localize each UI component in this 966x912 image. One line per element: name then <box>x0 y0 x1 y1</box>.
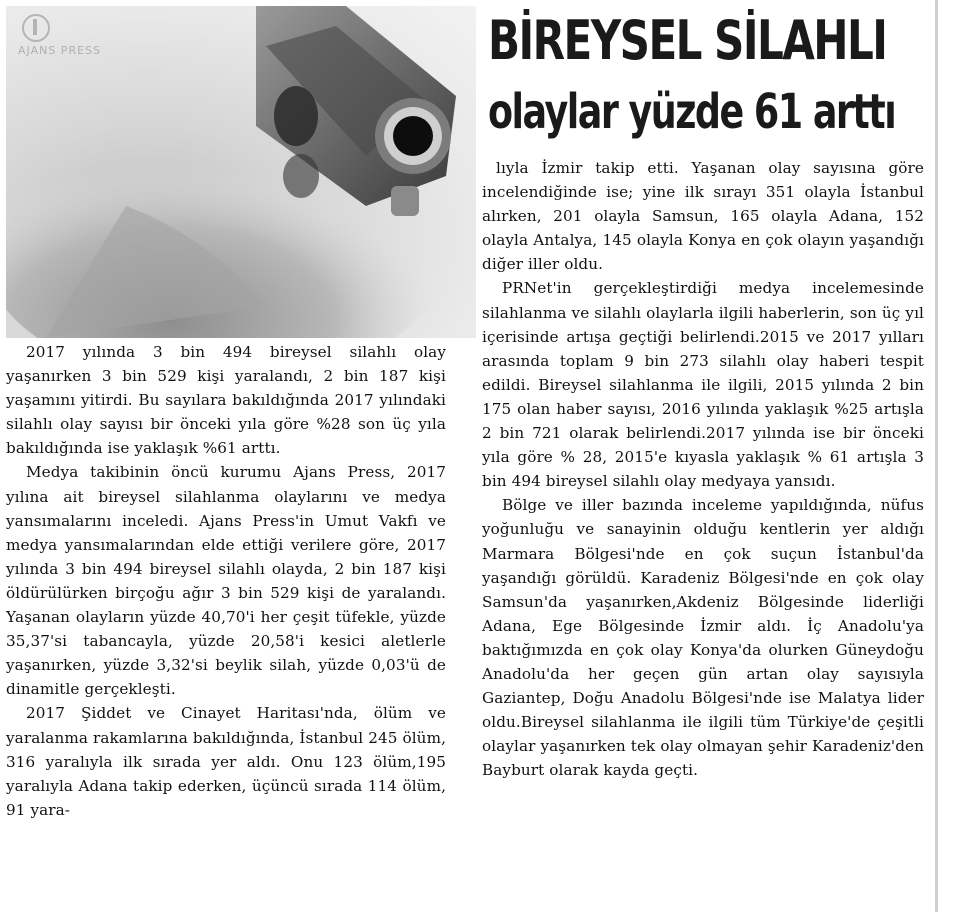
watermark-text: AJANS PRESS <box>18 44 101 57</box>
ajans-press-watermark <box>18 14 101 57</box>
paragraph: Medya takibinin öncü kurumu Ajans Press, 2017 yılına ait bireysel silahlanma olaylarını ve medya yansımalarını inceledi. Ajans Press'in Umut Vakfı ve medya yansımalarından elde ettiği verilere göre, 2017 yılında 3 bin 494 bireysel silahlı olayda, 2 bin 187 kişi öldürülürken birçoğu ağır 3 bin 529 kişi de yaralandı. Yaşanan olayların yüzde 40,70'i her çeşit tüfekle, yüzde 35,37'si tabancayla, yüzde 20,58'i kesici aletlerle yaşanırken, yüzde 3,32'si beylik silah, yüzde 0,03'ü de dinamitle gerçekleşti. <box>6 463 446 699</box>
right-column <box>482 156 924 782</box>
headline <box>488 9 928 140</box>
article-photo <box>6 6 476 338</box>
headline-line-2: olaylar yüzde 61 arttı <box>488 84 896 140</box>
paragraph: 2017 Şiddet ve Cinayet Haritası'nda, ölüm ve yaralanma rakamlarına bakıldığında, İstanbul 245 ölüm, 316 yaralıyla ilk sırada yer aldı. Onu 123 ölüm,195 yaralıyla Adana takip ederken, üçüncü sırada 114 ölüm, 91 yara- <box>6 704 446 819</box>
paragraph: PRNet'in gerçekleştirdiği medya incelemesinde silahlanma ve silahlı olaylarla ilgili haberlerin, son üç yıl içerisinde artışa geçtiği belirlendi.2015 ve 2017 yılları arasında toplam 9 bin 273 silahlı olay haberi tespit edildi. Bireysel silahlanma ile ilgili, 2015 yılında 2 bin 175 olan haber sayısı, 2016 yılında yaklaşık %25 artışla 2 bin 721 olarak belirlendi.2017 yılında ise bir önceki yıla göre % 28, 2015'e kıyasla yaklaşık % 61 artışla 3 bin 494 bireysel silahlı olay medyaya yansıdı. <box>482 279 924 491</box>
paragraph: Bölge ve iller bazında inceleme yapıldığında, nüfus yoğunluğu ve sanayinin olduğu kentlerin yer aldığı Marmara Bölgesi'nde en çok suçun İstanbul'da yaşandığı görüldü. Karadeniz Bölgesi'nde en çok olay Samsun'da yaşanırken,Akdeniz Bölgesinde liderliği Adana, Ege Bölgesinde İzmir aldı. İç Anadolu'ya baktığımızda en çok olay Konya'da olurken Güneydoğu Anadolu'da her geçen gün artan olay sayısıyla Gaziantep, Doğu Anadolu Bölgesi'nde ise Malatya lider oldu.Bireysel silahlanma ile ilgili tüm Türkiye'de çeşitli olaylar yaşanırken tek olay olmayan şehir Karadeniz'den Bayburt olarak kayda geçti. <box>482 496 924 780</box>
page-edge-rule <box>935 0 938 912</box>
ajans-press-logo-icon <box>22 14 50 42</box>
headline-line-1: BİREYSEL SİLAHLI <box>488 9 887 72</box>
paragraph: lıyla İzmir takip etti. Yaşanan olay sayısına göre incelendiğinde ise; yine ilk sırayı 351 olayla İstanbul alırken, 201 olayla Samsun, 165 olayla Adana, 152 olayla Antalya, 145 olayla Konya en çok olayın yaşandığı diğer iller oldu. <box>482 159 924 274</box>
left-column <box>6 340 446 822</box>
paragraph: 2017 yılında 3 bin 494 bireysel silahlı olay yaşanırken 3 bin 529 kişi yaralandı, 2 bin 187 kişi yaşamını yitirdi. Bu sayılara bakıldığında 2017 yılındaki silahlı olay sayısı bir önceki yıla göre %28 son üç yıla bakıldığında ise yaklaşık %61 arttı. <box>6 343 446 458</box>
